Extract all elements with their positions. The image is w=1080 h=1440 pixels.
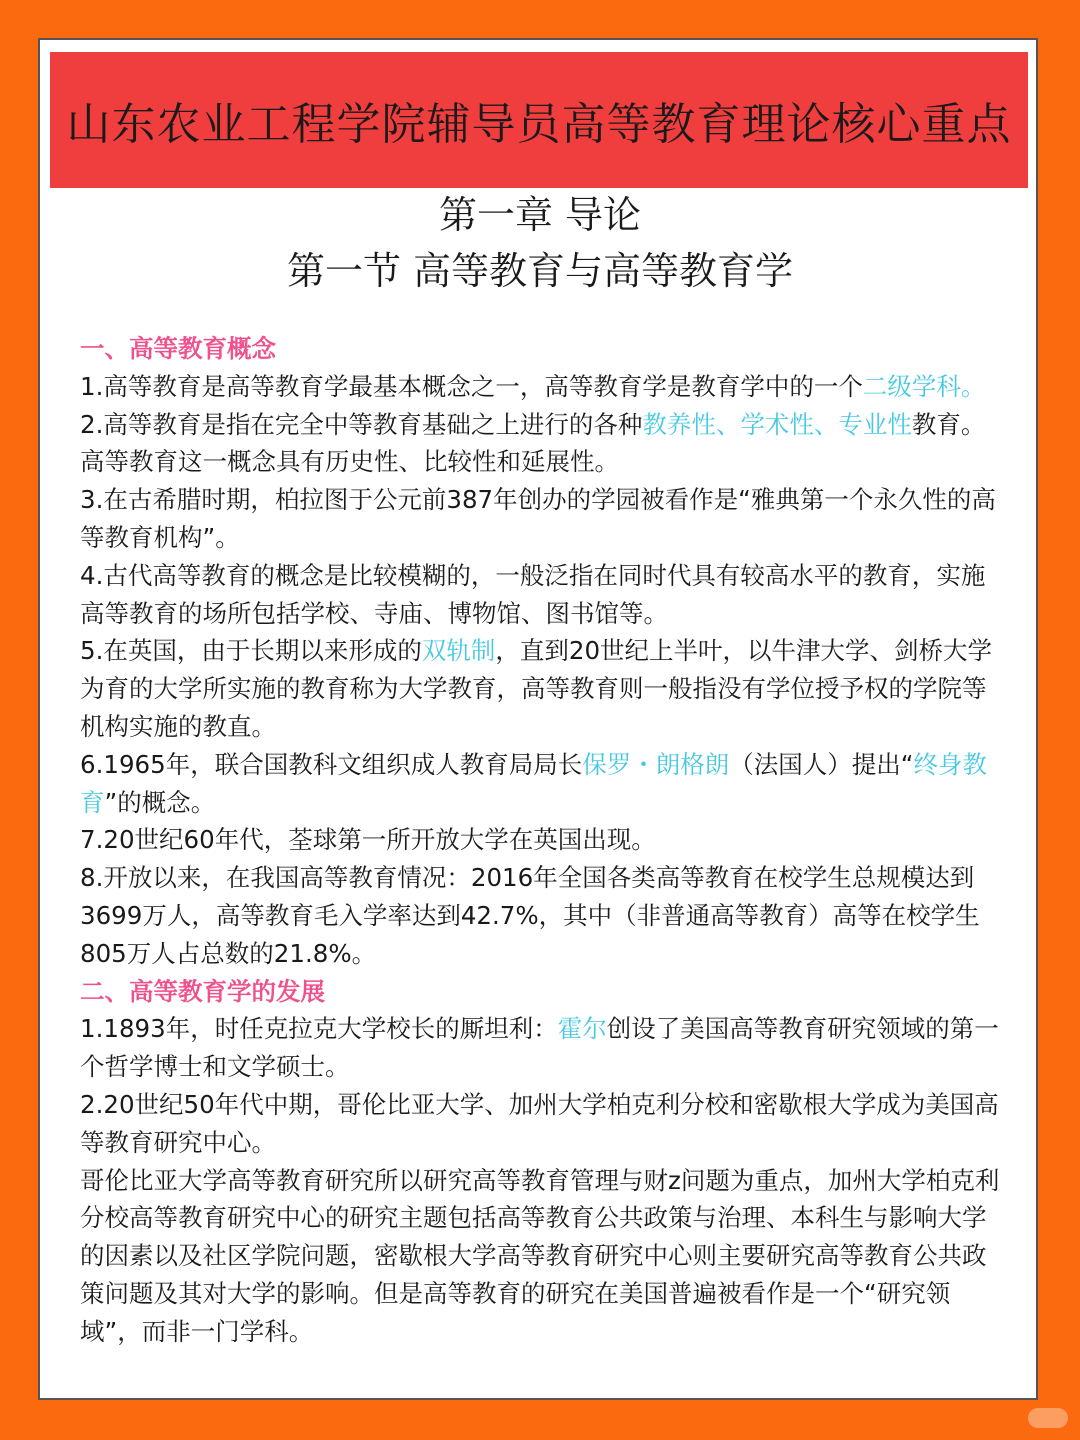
paragraph: 哥伦比亚大学高等教育研究所以研究高等教育管理与财z问题为重点，加州大学柏克利分校高等教育研究中心的研究主题包括高等教育公共政策与治理、本科生与影响大学的因素以及社区学院问题，密歇根大学高等教育研究中心则主要研究高等教育公共政策问题及其对大学的影响。但是高等教育的研究在美国普遍被看作是一个“研究领域”，而非一门学科。	[80, 1165, 1000, 1346]
highlight-term: 霍尔	[557, 1014, 607, 1044]
paragraph	[80, 1010, 1000, 1086]
part2-heading: 二、高等教育学的发展	[80, 976, 325, 1006]
text-span: 1.高等教育是高等教育学最基本概念之一，高等教育学是教育学中的一个	[80, 371, 863, 401]
text-span: 教育。高等教育这一概念具有历史性、比较性和延展性。	[80, 409, 986, 477]
paragraph: 7.20世纪60年代，荃球第一所开放大学在英国出现。	[80, 825, 656, 855]
document-card	[38, 38, 1038, 1400]
highlight-term: 保罗・朗格朗	[582, 749, 730, 779]
paragraph: 4.古代高等教育的概念是比较模糊的，一般泛指在同时代具有较高水平的教育，实施高等教育的场所包括学校、寺庙、博物馆、图书馆等。	[80, 560, 986, 628]
paragraph: 2.20世纪50年代中期，哥伦比亚大学、加州大学柏克利分校和密歇根大学成为美国高等教育研究中心。	[80, 1089, 999, 1157]
highlight-term: 终身教育	[80, 749, 987, 817]
paragraph: 3.在古希腊时期，柏拉图于公元前387年创办的学园被看作是“雅典第一个永久性的高等教育机构”。	[80, 485, 996, 552]
text-span: 1.1893年，时任克拉克大学校长的厮坦利：	[80, 1014, 558, 1044]
paragraph	[80, 406, 1000, 482]
page-title: 山东农业工程学院辅导员高等教育理论核心重点	[66, 99, 1012, 150]
paragraph: 8.开放以来，在我国高等教育情况：2016年全国各类高等教育在校学生总规模达到3699万人，高等教育毛入学率达到42.7%，其中（非普通高等教育）高等在校学生805万人占总数的21.8%。	[80, 863, 980, 968]
paragraph	[80, 368, 1000, 406]
highlight-term: 教养性、学术性、专业性	[642, 409, 912, 439]
text-span: ，直到20世纪上半叶，以牛津大学、剑桥大学为育的大学所实施的教育称为大学教育，高等教育则一般指没有学位授予权的学院等机构实施的教直。	[80, 636, 993, 741]
text-span: ”的概念。	[104, 787, 216, 817]
watermark-badge	[1028, 1408, 1068, 1428]
text-span: 6.1965年，联合国教科文组织成人教育局局长	[80, 749, 583, 779]
paragraph	[80, 746, 1000, 822]
section-heading: 第一节 高等教育与高等教育学	[286, 249, 794, 293]
text-span: 2.高等教育是指在完全中等教育基础之上进行的各种	[80, 409, 643, 439]
highlight-term: 二级学科。	[862, 371, 986, 401]
paragraph	[80, 632, 1000, 745]
highlight-term: 双轨制	[421, 636, 496, 666]
title-banner	[50, 52, 1028, 188]
text-span: 5.在英国，由于长期以来形成的	[80, 636, 422, 666]
text-span: 创设了美国高等教育研究领域的第一个哲学博士和文学硕士。	[80, 1014, 999, 1082]
part1-heading: 一、高等教育概念	[80, 334, 276, 363]
chapter-heading: 第一章 导论	[438, 193, 642, 237]
text-span: （法国人）提出“	[729, 749, 914, 779]
content-body	[80, 330, 1000, 1351]
